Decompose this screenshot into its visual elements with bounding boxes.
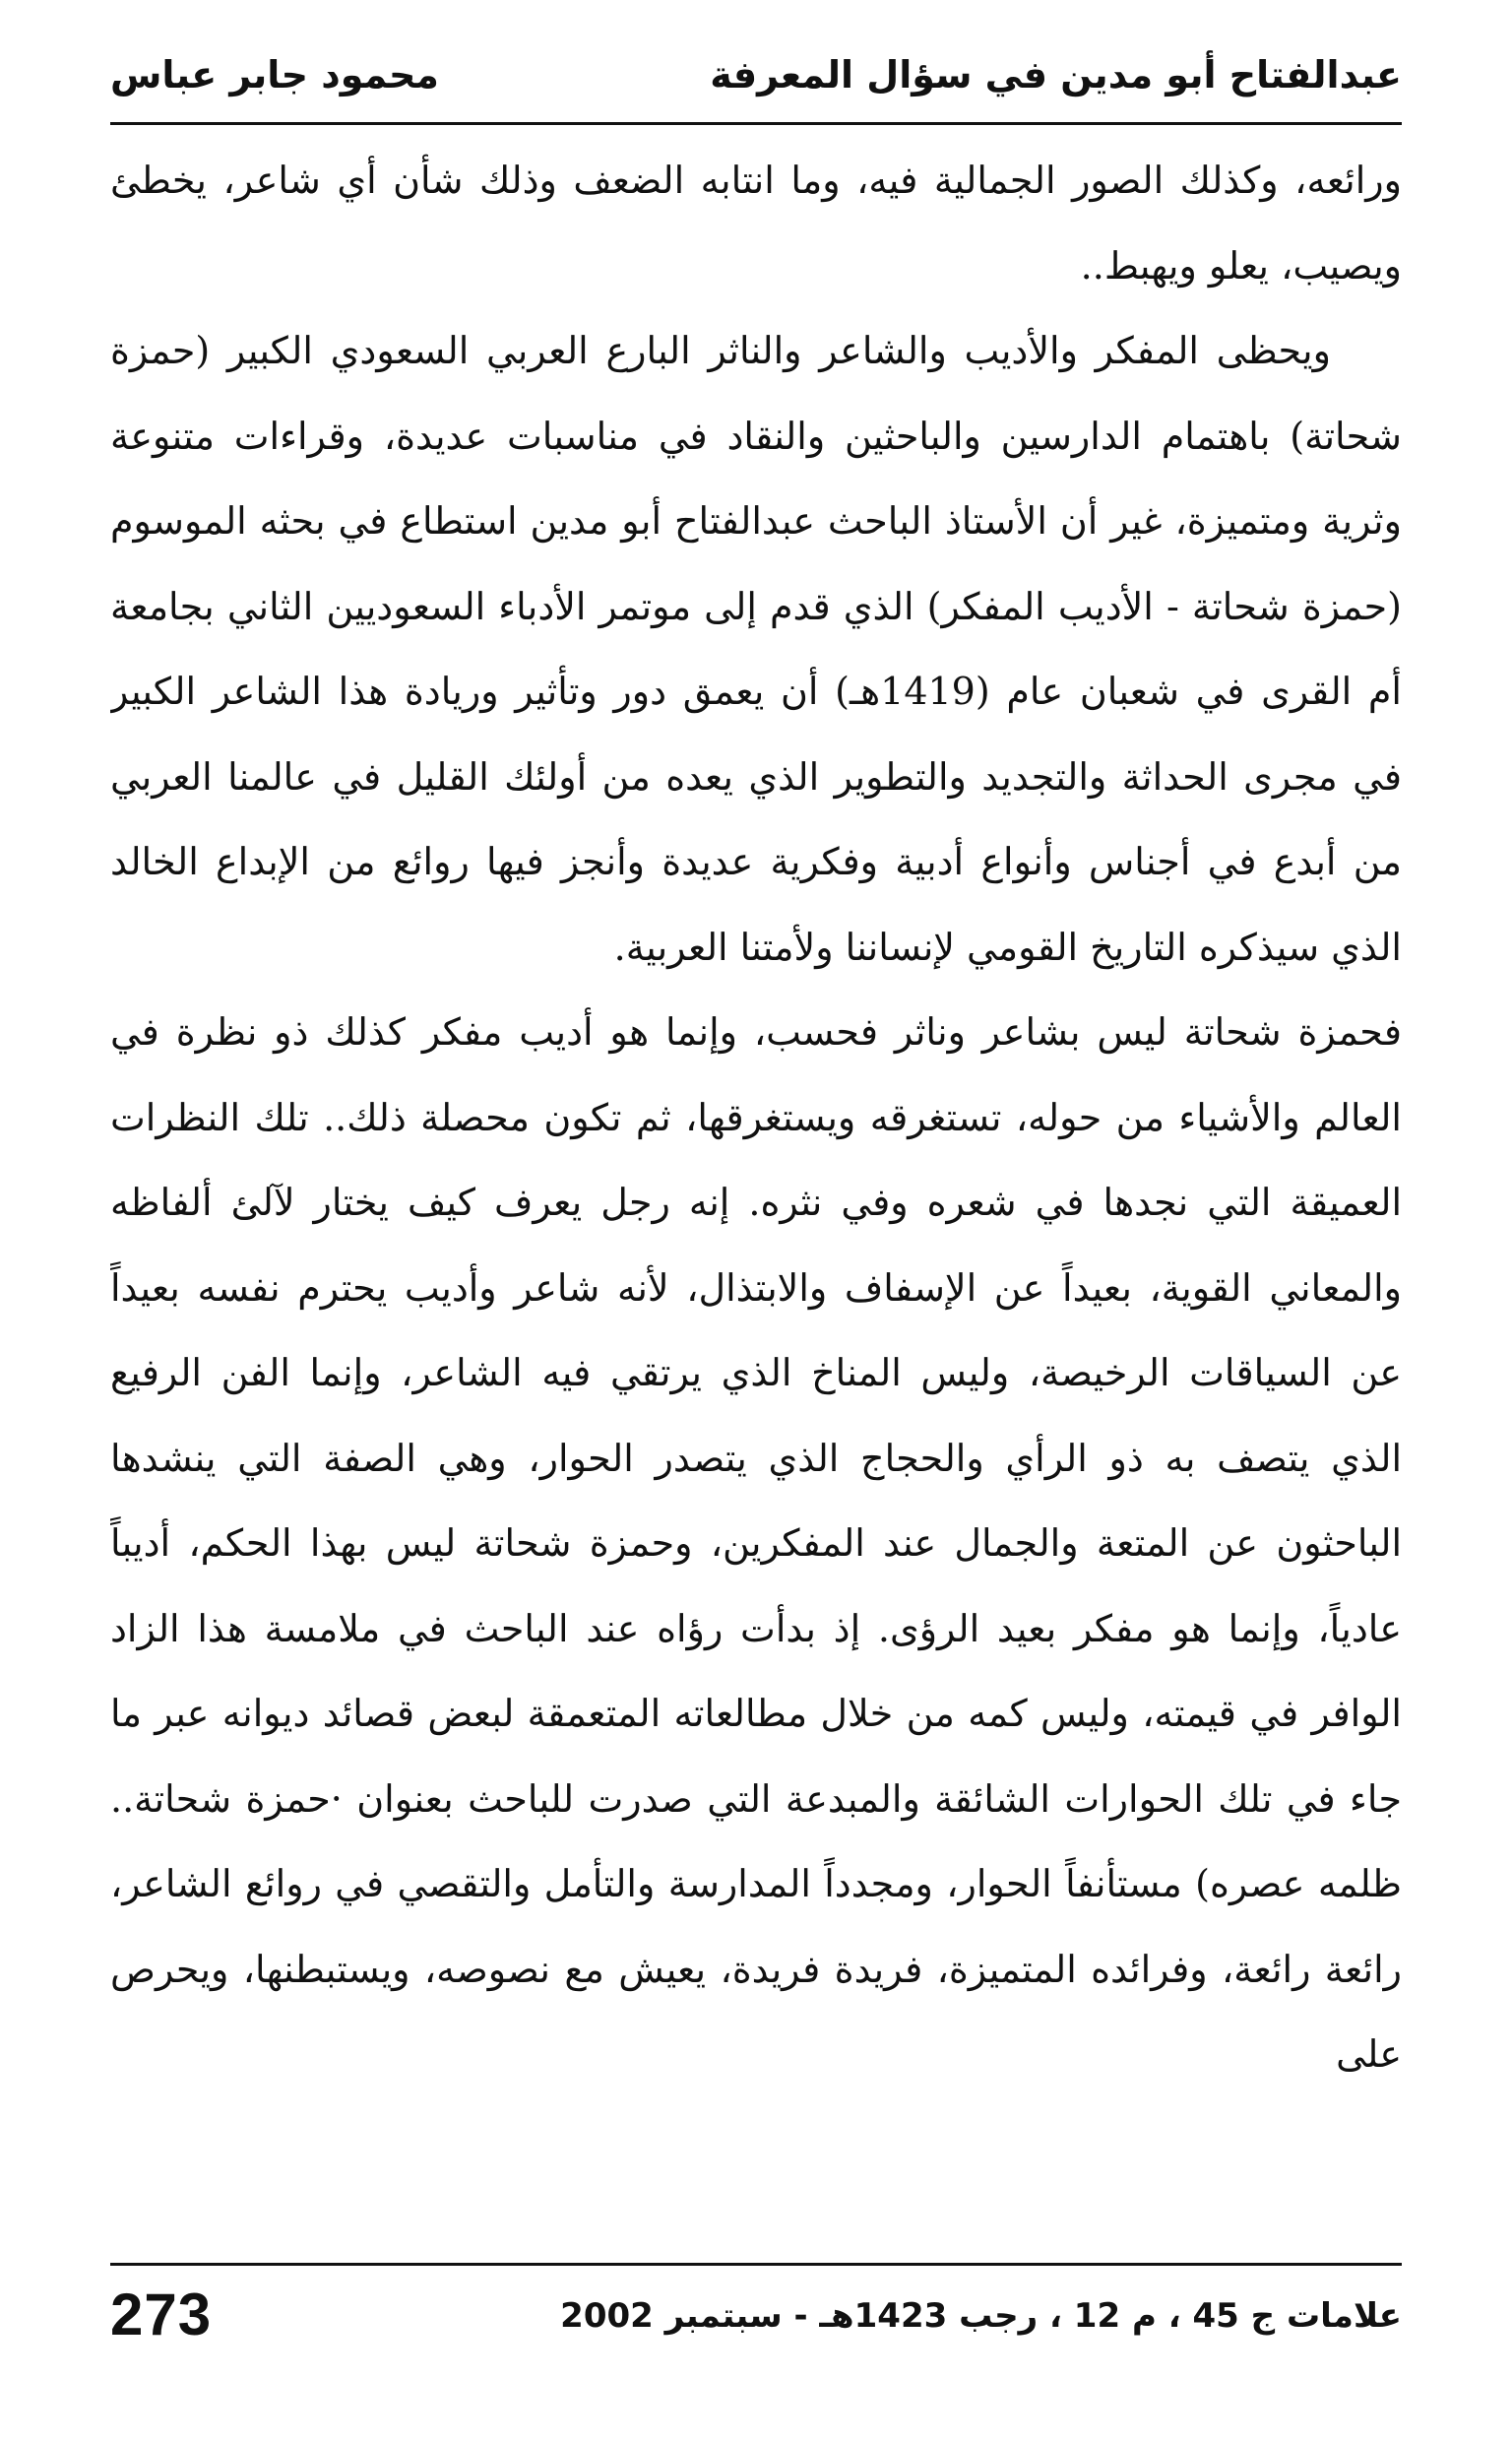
page-number: 273 <box>110 2281 213 2347</box>
document-page <box>110 39 1402 2403</box>
issue-info: علامات ج 45 ، م 12 ، رجب 1423هـ - سبتمبر 2002 <box>560 2296 1402 2336</box>
header-author: محمود جابر عباس <box>110 53 439 96</box>
header-rule <box>110 122 1402 125</box>
header-title: عبدالفتاح أبو مدين في سؤال المعرفة <box>710 53 1402 96</box>
paragraph-1: ورائعه، وكذلك الصور الجمالية فيه، وما انتابه الضعف وذلك شأن أي شاعر، يخطئ ويصيب، يعلو ويهبط.. <box>110 159 1402 288</box>
body-text <box>110 138 1402 2255</box>
footer-rule <box>110 2263 1402 2266</box>
running-footer <box>110 2273 1402 2371</box>
paragraph-2: ويحظى المفكر والأديب والشاعر والناثر البارع العربي السعودي الكبير (حمزة شحاتة) باهتمام الدارسين والباحثين والنقاد في مناسبات عديدة، وقراءات متنوعة وثرية ومتميزة، غير أن الأستاذ الباحث عبدالفتاح أبو مدين استطاع في بحثه الموسوم (حمزة شحاتة - الأديب المفكر) الذي قدم إلى موتمر الأدباء السعوديين الثاني بجامعة أم القرى في شعبان عام (1419هـ) أن يعمق دور وتأثير وريادة هذا الشاعر الكبير في مجرى الحداثة والتجديد والتطوير الذي يعده من أولئك القليل في عالمنا العربي من أبدع في أجناس وأنواع أدبية وفكرية عديدة وأنجز فيها روائع من الإبداع الخالد الذي سيذكره التاريخ القومي لإنساننا ولأمتنا العربية. <box>110 329 1402 969</box>
paragraph-3: فحمزة شحاتة ليس بشاعر وناثر فحسب، وإنما هو أديب مفكر كذلك ذو نظرة في العالم والأشياء من حوله، تستغرقه ويستغرقها، ثم تكون محصلة ذلك.. تلك النظرات العميقة التي نجدها في شعره وفي نثره. إنه رجل يعرف كيف يختار لآلئ ألفاظه والمعاني القوية، بعيداً عن الإسفاف والابتذال، لأنه شاعر وأديب يحترم نفسه بعيداً عن السياقات الرخيصة، وليس المناخ الذي يرتقي فيه الشاعر، وإنما الفن الرفيع الذي يتصف به ذو الرأي والحجاج الذي يتصدر الحوار، وهي الصفة التي ينشدها الباحثون عن المتعة والجمال عند المفكرين، وحمزة شحاتة ليس بهذا الحكم، أديباً عادياً، وإنما هو مفكر بعيد الرؤى. إذ بدأت رؤاه عند الباحث في ملامسة هذا الزاد الوافر في قيمته، وليس كمه من خلال مطالعاته المتعمقة لبعض قصائد ديوانه عبر ما جاء في تلك الحوارات الشائقة والمبدعة التي صدرت للباحث بعنوان ·حمزة شحاتة.. ظلمه عصره) مستأنفاً الحوار، ومجدداً المدارسة والتأمل والتقصي في روائع الشاعر، رائعة رائعة، وفرائده المتميزة، فريدة فريدة، يعيش مع نصوصه، ويستبطنها، ويحرص على <box>110 1010 1402 2076</box>
